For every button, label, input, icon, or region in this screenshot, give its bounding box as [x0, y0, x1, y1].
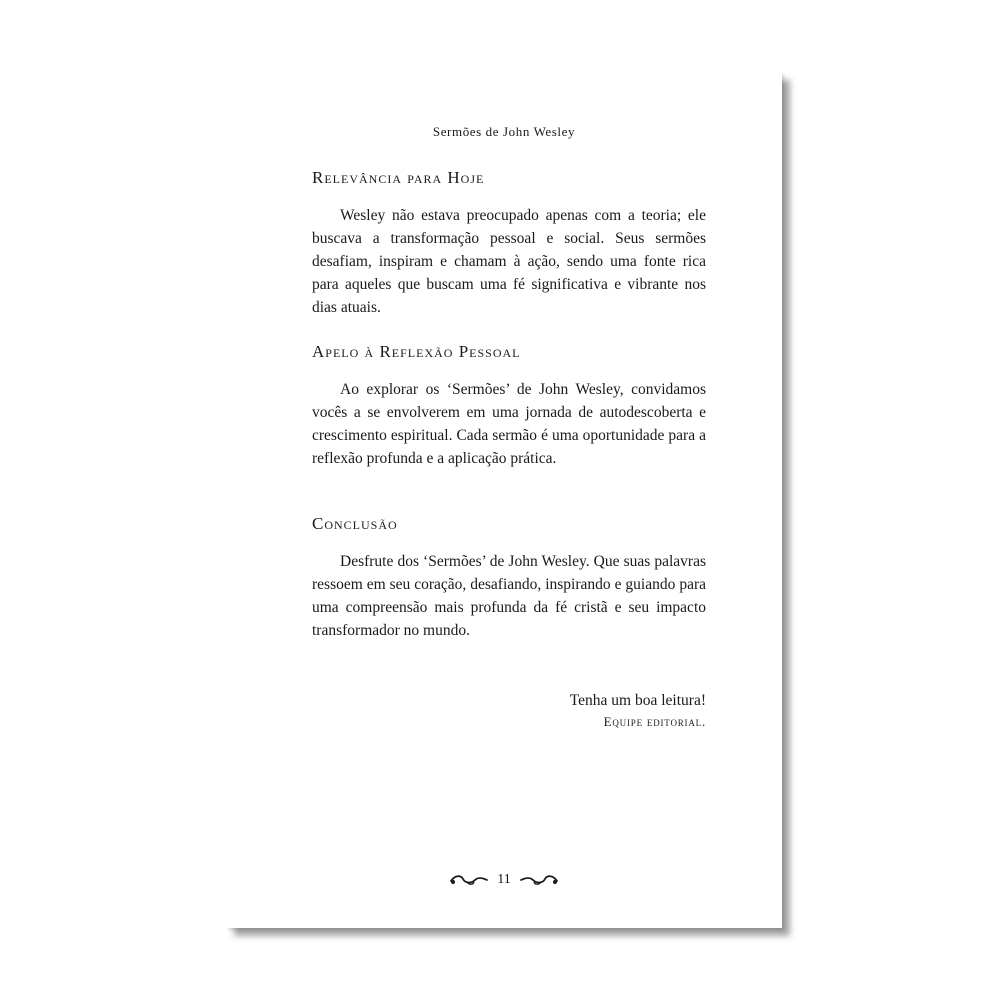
closing-signature: Equipe editorial. [603, 714, 706, 729]
closing-greeting: Tenha um boa leitura! [569, 692, 706, 709]
section-heading: Apelo à Reflexão Pessoal [312, 342, 521, 361]
section-apelo [312, 342, 706, 470]
section-relevancia [312, 168, 706, 319]
flourish-left-icon [449, 873, 489, 887]
section-conclusao [312, 514, 706, 642]
running-head: Sermões de John Wesley [432, 124, 576, 139]
folio [226, 872, 782, 888]
page-number: 11 [497, 872, 511, 887]
section-heading: Relevância para Hoje [312, 168, 485, 187]
book-page [226, 72, 782, 928]
section-paragraph: Wesley não estava preocupado apenas com a teoria; ele buscava a transformação pessoal e social. Seus sermões desafiam, inspiram e chamam à ação, sendo uma fonte rica para aqueles que buscam uma fé significativa e vibrante nos dias atuais. [312, 207, 706, 316]
section-heading: Conclusão [312, 514, 398, 533]
section-paragraph: Desfrute dos ‘Sermões’ de John Wesley. Que suas palavras ressoem em seu coração, desafiando, inspirando e guiando para uma compreensão mais profunda da fé cristã e seu impacto transformador no mundo. [312, 553, 706, 639]
closing-block [312, 690, 706, 732]
flourish-right-icon [519, 873, 559, 887]
section-paragraph: Ao explorar os ‘Sermões’ de John Wesley, convidamos vocês a se envolverem em uma jornada de autodescoberta e crescimento espiritual. Cada sermão é uma oportunidade para a reflexão profunda e a aplicação prática. [312, 381, 706, 467]
